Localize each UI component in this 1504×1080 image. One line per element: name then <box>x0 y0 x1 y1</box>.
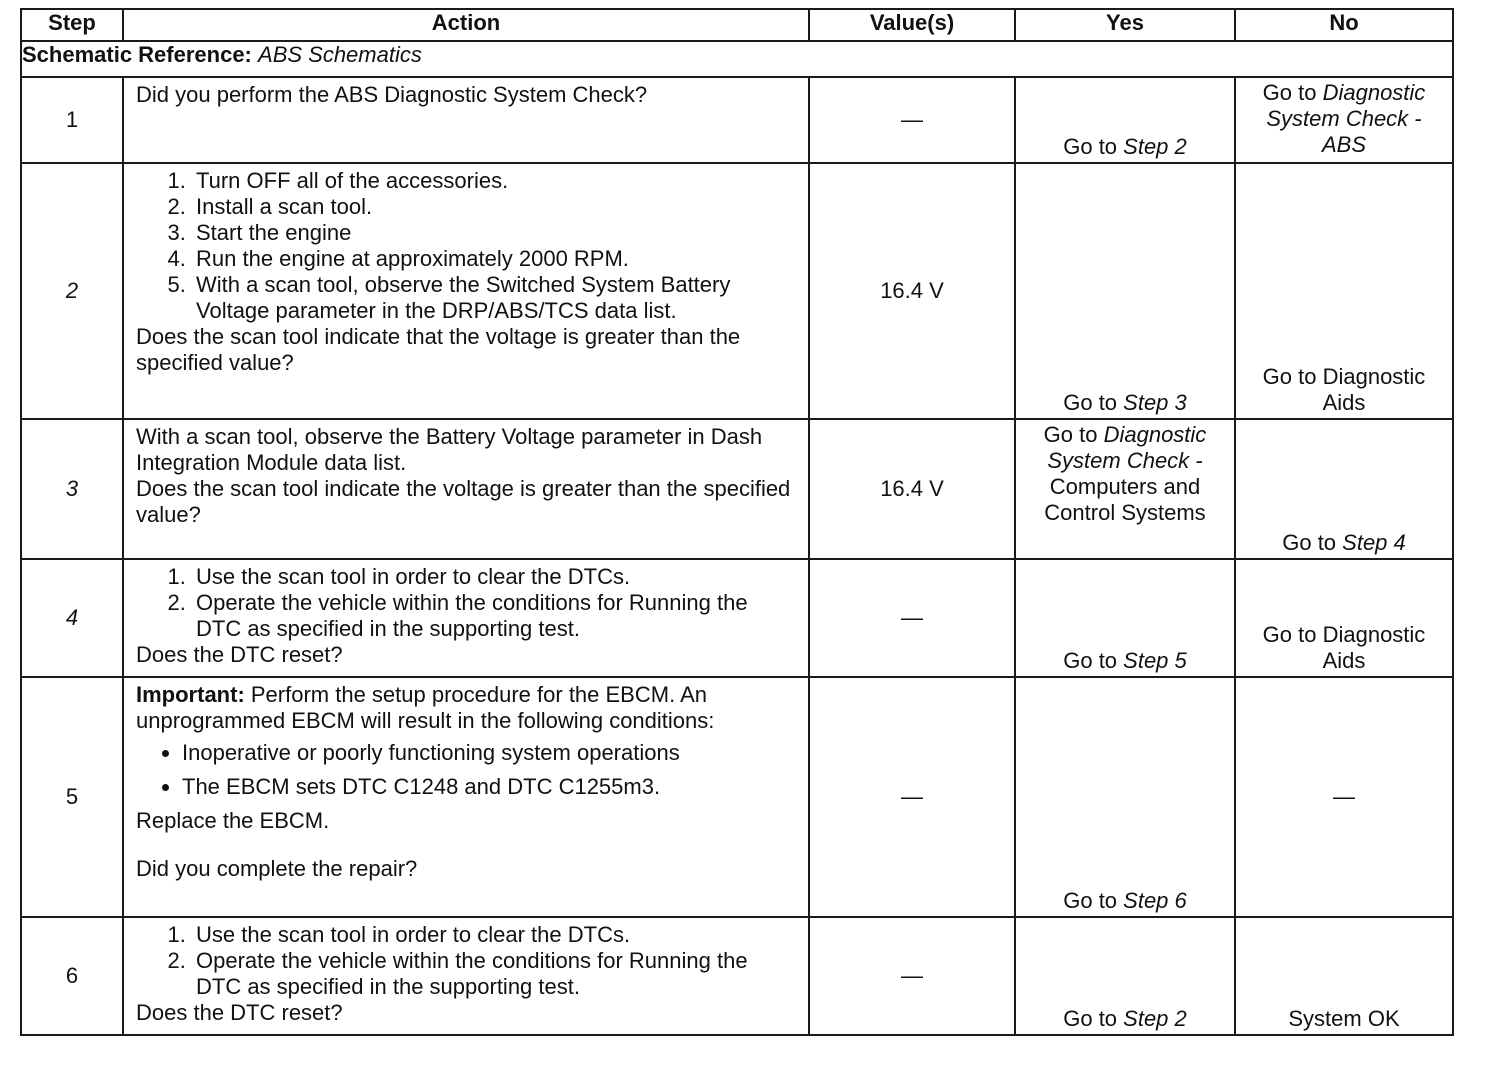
list-item: • Inoperative or poorly functioning system operations <box>182 740 798 766</box>
list-item: 3. Start the engine <box>192 220 798 246</box>
no-cell: Go to Diagnostic System Check - ABS <box>1235 77 1453 163</box>
step-number: 4 <box>21 559 123 677</box>
action-cell: Did you perform the ABS Diagnostic System Check? <box>123 77 809 163</box>
yes-cell: Go to Step 6 <box>1015 677 1235 917</box>
value-cell: 16.4 V <box>809 419 1015 559</box>
question: Does the DTC reset? <box>136 642 343 667</box>
action-cell <box>123 917 809 1035</box>
no-text: — <box>1333 784 1355 809</box>
value-cell: — <box>809 677 1015 917</box>
step-number: 6 <box>21 917 123 1035</box>
question: Does the scan tool indicate that the voltage is greater than the specified value? <box>136 324 741 375</box>
no-cell: Go to Step 4 <box>1235 419 1453 559</box>
yes-cell: Go to Step 2 <box>1015 917 1235 1035</box>
no-cell <box>1235 559 1453 677</box>
question: Did you complete the repair? <box>136 856 418 881</box>
header-yes: Yes <box>1015 9 1235 41</box>
yes-link[interactable]: Step 5 <box>1123 648 1187 673</box>
no-cell <box>1235 677 1453 917</box>
schematic-reference-label: Schematic Reference: <box>22 42 252 67</box>
header-step: Step <box>21 9 123 41</box>
list-item: 2. Operate the vehicle within the conditions for Running the DTC as specified in the supporting test. <box>192 590 798 642</box>
yes-link[interactable]: Diagnostic System Check - <box>1047 422 1207 473</box>
header-row <box>21 9 1453 41</box>
question: Does the scan tool indicate the voltage is greater than the specified value? <box>136 476 791 527</box>
yes-link[interactable]: Step 2 <box>1123 1006 1187 1031</box>
no-link[interactable]: Diagnostic System Check - ABS <box>1266 80 1426 157</box>
list-item: • The EBCM sets DTC C1248 and DTC C1255m3. <box>182 774 798 800</box>
question: Does the DTC reset? <box>136 1000 343 1025</box>
no-link[interactable]: Step 4 <box>1342 530 1406 555</box>
step-number: 1 <box>21 77 123 163</box>
no-text: System OK <box>1288 1006 1400 1031</box>
step-number: 3 <box>21 419 123 559</box>
value-cell: — <box>809 77 1015 163</box>
yes-link[interactable]: Step 2 <box>1123 134 1187 159</box>
step-number: 5 <box>21 677 123 917</box>
table-row <box>21 163 1453 419</box>
yes-cell: Go to Step 2 <box>1015 77 1235 163</box>
table-row <box>21 677 1453 917</box>
schematic-reference-link[interactable]: ABS Schematics <box>258 42 422 67</box>
list-item: 1. Use the scan tool in order to clear the DTCs. <box>192 922 798 948</box>
header-no: No <box>1235 9 1453 41</box>
step-list <box>136 922 798 1000</box>
list-item: 4. Run the engine at approximately 2000 RPM. <box>192 246 798 272</box>
action-cell <box>123 559 809 677</box>
list-item: 2. Install a scan tool. <box>192 194 798 220</box>
yes-link[interactable]: Step 3 <box>1123 390 1187 415</box>
no-cell <box>1235 163 1453 419</box>
list-item: 5. With a scan tool, observe the Switched System Battery Voltage parameter in the DRP/ABS/TCS data list. <box>192 272 798 324</box>
yes-link[interactable]: Step 6 <box>1123 888 1187 913</box>
no-text[interactable]: Go to Diagnostic Aids <box>1262 622 1426 673</box>
yes-cell: Go to Step 3 <box>1015 163 1235 419</box>
table-row <box>21 917 1453 1035</box>
bullet-list <box>136 740 798 800</box>
action-cell <box>123 163 809 419</box>
action-cell <box>123 677 809 917</box>
yes-cell: Go to Step 5 <box>1015 559 1235 677</box>
table-row <box>21 77 1453 163</box>
header-values: Value(s) <box>809 9 1015 41</box>
no-text[interactable]: Go to Diagnostic Aids <box>1262 364 1426 415</box>
table-row <box>21 559 1453 677</box>
step-number: 2 <box>21 163 123 419</box>
diagnostic-table <box>20 8 1454 1036</box>
action-cell: With a scan tool, observe the Battery Voltage parameter in Dash Integration Module data list. Does the scan tool indicate the voltage is greater than the specified value? <box>123 419 809 559</box>
important-note: Important: Perform the setup procedure for the EBCM. An unprogrammed EBCM will result in the following conditions: <box>136 682 715 733</box>
list-item: 1. Use the scan tool in order to clear the DTCs. <box>192 564 798 590</box>
step-list <box>136 564 798 642</box>
schematic-reference-row <box>21 41 1453 77</box>
value-cell: — <box>809 559 1015 677</box>
table-row <box>21 419 1453 559</box>
list-item: 1. Turn OFF all of the accessories. <box>192 168 798 194</box>
value-cell: 16.4 V <box>809 163 1015 419</box>
value-cell: — <box>809 917 1015 1035</box>
step-list <box>136 168 798 324</box>
header-action: Action <box>123 9 809 41</box>
replace-instruction: Replace the EBCM. <box>136 808 330 833</box>
no-cell <box>1235 917 1453 1035</box>
yes-cell: Go to Diagnostic System Check - Computers and Control Systems <box>1015 419 1235 559</box>
list-item: 2. Operate the vehicle within the conditions for Running the DTC as specified in the supporting test. <box>192 948 798 1000</box>
